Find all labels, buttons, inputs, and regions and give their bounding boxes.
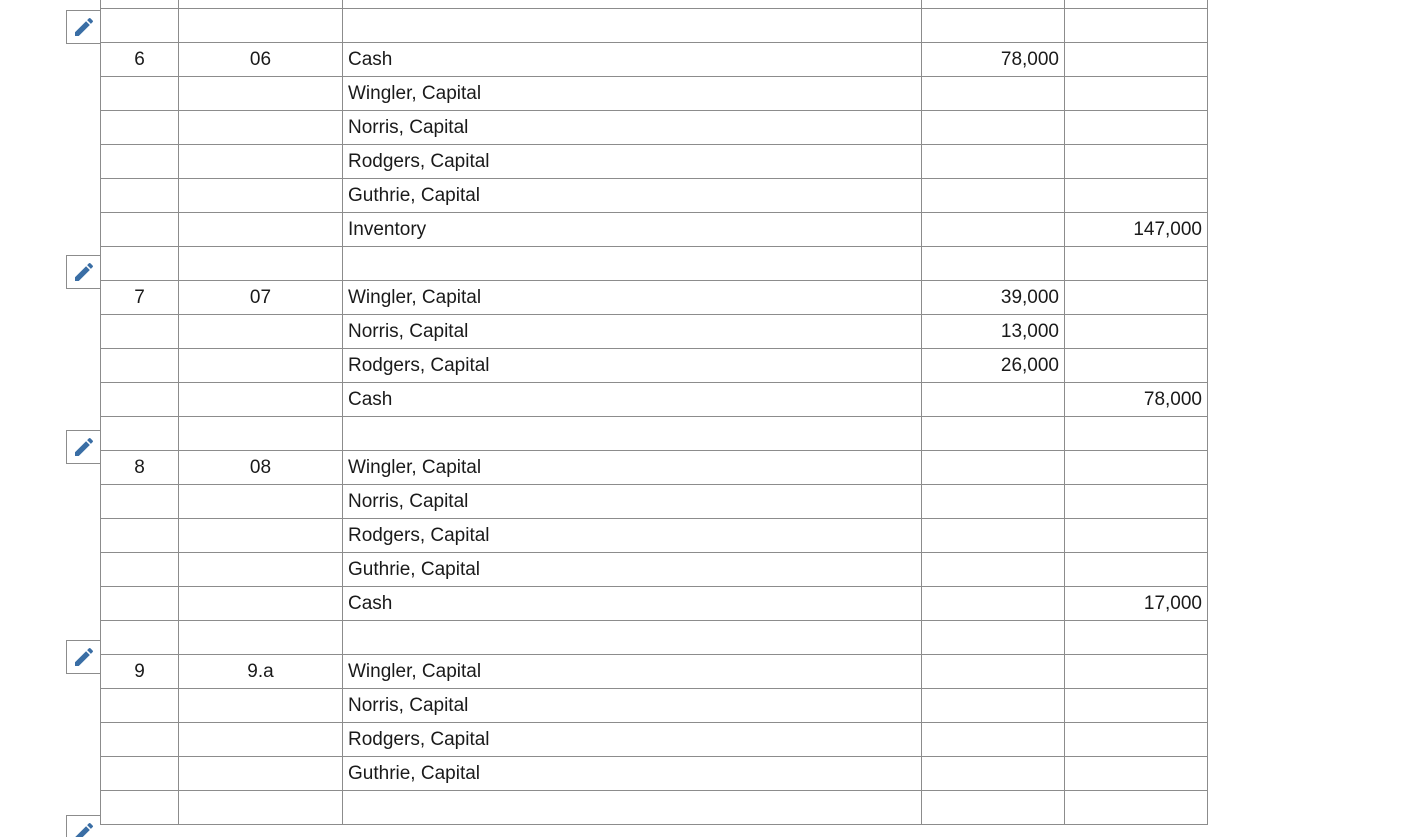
- entry-date-cell[interactable]: [179, 0, 343, 9]
- entry-date-cell[interactable]: [179, 383, 343, 417]
- account-cell[interactable]: Cash: [343, 383, 922, 417]
- debit-cell[interactable]: [922, 553, 1065, 587]
- debit-cell[interactable]: [922, 451, 1065, 485]
- credit-cell[interactable]: [1065, 723, 1208, 757]
- debit-cell[interactable]: [922, 77, 1065, 111]
- credit-cell[interactable]: [1065, 621, 1208, 655]
- account-cell[interactable]: Norris, Capital: [343, 689, 922, 723]
- debit-cell[interactable]: [922, 417, 1065, 451]
- pencil-icon: [72, 435, 96, 459]
- credit-cell[interactable]: 17,000: [1065, 587, 1208, 621]
- account-cell[interactable]: Norris, Capital: [343, 111, 922, 145]
- credit-cell[interactable]: [1065, 689, 1208, 723]
- account-cell[interactable]: Cash: [343, 587, 922, 621]
- table-row: [101, 349, 1208, 383]
- debit-cell[interactable]: [922, 519, 1065, 553]
- credit-cell[interactable]: [1065, 281, 1208, 315]
- debit-cell[interactable]: 39,000: [922, 281, 1065, 315]
- table-row: [101, 791, 1208, 825]
- account-cell[interactable]: [343, 791, 922, 825]
- table-row: [101, 757, 1208, 791]
- table-row: [101, 315, 1208, 349]
- edit-entry-button[interactable]: [66, 640, 100, 674]
- table-row: [101, 247, 1208, 281]
- entry-date-cell[interactable]: [179, 417, 343, 451]
- credit-cell[interactable]: [1065, 315, 1208, 349]
- transaction-number-cell[interactable]: [101, 145, 179, 179]
- credit-cell[interactable]: 78,000: [1065, 383, 1208, 417]
- transaction-number-cell[interactable]: [101, 757, 179, 791]
- debit-cell[interactable]: [922, 757, 1065, 791]
- transaction-number-cell[interactable]: [101, 791, 179, 825]
- credit-cell[interactable]: [1065, 757, 1208, 791]
- account-cell[interactable]: Wingler, Capital: [343, 451, 922, 485]
- account-cell[interactable]: Rodgers, Capital: [343, 723, 922, 757]
- credit-cell[interactable]: [1065, 179, 1208, 213]
- account-cell[interactable]: Inventory: [343, 213, 922, 247]
- entry-date-cell[interactable]: [179, 723, 343, 757]
- entry-date-cell[interactable]: [179, 111, 343, 145]
- entry-date-cell[interactable]: 08: [179, 451, 343, 485]
- table-row: [101, 383, 1208, 417]
- pencil-icon: [72, 15, 96, 39]
- table-row: [101, 213, 1208, 247]
- journal-table: [100, 0, 1208, 825]
- pencil-icon: [72, 260, 96, 284]
- account-cell[interactable]: [343, 0, 922, 9]
- pencil-icon: [72, 645, 96, 669]
- transaction-number-cell[interactable]: [101, 519, 179, 553]
- entry-date-cell[interactable]: [179, 349, 343, 383]
- table-row: [101, 43, 1208, 77]
- table-row: [101, 145, 1208, 179]
- table-row: [101, 451, 1208, 485]
- credit-cell[interactable]: [1065, 417, 1208, 451]
- transaction-number-cell[interactable]: [101, 9, 179, 43]
- account-cell[interactable]: [343, 621, 922, 655]
- account-cell[interactable]: Wingler, Capital: [343, 281, 922, 315]
- account-cell[interactable]: Rodgers, Capital: [343, 349, 922, 383]
- table-row: [101, 417, 1208, 451]
- table-row: [101, 621, 1208, 655]
- credit-cell[interactable]: [1065, 0, 1208, 9]
- debit-cell[interactable]: [922, 723, 1065, 757]
- transaction-number-cell[interactable]: [101, 77, 179, 111]
- table-row: [101, 485, 1208, 519]
- entry-date-cell[interactable]: [179, 315, 343, 349]
- transaction-number-cell[interactable]: [101, 417, 179, 451]
- entry-date-cell[interactable]: 07: [179, 281, 343, 315]
- edit-entry-button[interactable]: [66, 255, 100, 289]
- debit-cell[interactable]: [922, 145, 1065, 179]
- entry-date-cell[interactable]: [179, 689, 343, 723]
- table-row: [101, 587, 1208, 621]
- transaction-number-cell[interactable]: 8: [101, 451, 179, 485]
- transaction-number-cell[interactable]: [101, 349, 179, 383]
- pencil-icon: [72, 820, 96, 837]
- credit-cell[interactable]: [1065, 791, 1208, 825]
- account-cell[interactable]: Rodgers, Capital: [343, 145, 922, 179]
- table-row: [101, 9, 1208, 43]
- transaction-number-cell[interactable]: [101, 723, 179, 757]
- entry-date-cell[interactable]: [179, 587, 343, 621]
- table-row: [101, 179, 1208, 213]
- table-row: [101, 111, 1208, 145]
- entry-date-cell[interactable]: [179, 179, 343, 213]
- account-cell[interactable]: Cash: [343, 43, 922, 77]
- edit-entry-button[interactable]: [66, 815, 100, 837]
- debit-cell[interactable]: [922, 9, 1065, 43]
- edit-entry-button[interactable]: [66, 430, 100, 464]
- table-row: [101, 655, 1208, 689]
- account-cell[interactable]: Wingler, Capital: [343, 77, 922, 111]
- entry-date-cell[interactable]: [179, 77, 343, 111]
- transaction-number-cell[interactable]: [101, 587, 179, 621]
- account-cell[interactable]: [343, 9, 922, 43]
- transaction-number-cell[interactable]: [101, 179, 179, 213]
- debit-cell[interactable]: [922, 655, 1065, 689]
- credit-cell[interactable]: [1065, 9, 1208, 43]
- debit-cell[interactable]: [922, 587, 1065, 621]
- transaction-number-cell[interactable]: [101, 621, 179, 655]
- entry-date-cell[interactable]: [179, 9, 343, 43]
- debit-cell[interactable]: [922, 0, 1065, 9]
- table-row: [101, 281, 1208, 315]
- account-cell[interactable]: [343, 247, 922, 281]
- transaction-number-cell[interactable]: [101, 0, 179, 9]
- entry-date-cell[interactable]: [179, 553, 343, 587]
- debit-cell[interactable]: [922, 689, 1065, 723]
- transaction-number-cell[interactable]: [101, 553, 179, 587]
- credit-cell[interactable]: [1065, 247, 1208, 281]
- credit-cell[interactable]: [1065, 553, 1208, 587]
- transaction-number-cell[interactable]: [101, 315, 179, 349]
- table-row: [101, 723, 1208, 757]
- account-cell[interactable]: [343, 417, 922, 451]
- credit-cell[interactable]: [1065, 111, 1208, 145]
- debit-cell[interactable]: [922, 247, 1065, 281]
- table-row: [101, 519, 1208, 553]
- credit-cell[interactable]: [1065, 655, 1208, 689]
- transaction-number-cell[interactable]: 7: [101, 281, 179, 315]
- credit-cell[interactable]: [1065, 451, 1208, 485]
- transaction-number-cell[interactable]: [101, 689, 179, 723]
- entry-date-cell[interactable]: [179, 485, 343, 519]
- debit-cell[interactable]: [922, 213, 1065, 247]
- debit-cell[interactable]: [922, 791, 1065, 825]
- debit-cell[interactable]: [922, 111, 1065, 145]
- transaction-number-cell[interactable]: [101, 213, 179, 247]
- table-row: [101, 0, 1208, 9]
- table-row: [101, 77, 1208, 111]
- debit-cell[interactable]: [922, 485, 1065, 519]
- table-row: [101, 553, 1208, 587]
- transaction-number-cell[interactable]: [101, 485, 179, 519]
- credit-cell[interactable]: [1065, 43, 1208, 77]
- entry-date-cell[interactable]: [179, 145, 343, 179]
- debit-cell[interactable]: [922, 383, 1065, 417]
- entry-date-cell[interactable]: 9.a: [179, 655, 343, 689]
- transaction-number-cell[interactable]: [101, 247, 179, 281]
- entry-date-cell[interactable]: [179, 519, 343, 553]
- table-row: [101, 689, 1208, 723]
- debit-cell[interactable]: 78,000: [922, 43, 1065, 77]
- entry-date-cell[interactable]: [179, 757, 343, 791]
- entry-date-cell[interactable]: [179, 213, 343, 247]
- credit-cell[interactable]: [1065, 519, 1208, 553]
- account-cell[interactable]: Guthrie, Capital: [343, 553, 922, 587]
- transaction-number-cell[interactable]: 9: [101, 655, 179, 689]
- credit-cell[interactable]: [1065, 349, 1208, 383]
- entry-date-cell[interactable]: 06: [179, 43, 343, 77]
- account-cell[interactable]: Rodgers, Capital: [343, 519, 922, 553]
- credit-cell[interactable]: [1065, 77, 1208, 111]
- entry-date-cell[interactable]: [179, 247, 343, 281]
- debit-cell[interactable]: 13,000: [922, 315, 1065, 349]
- edit-entry-button[interactable]: [66, 10, 100, 44]
- transaction-number-cell[interactable]: [101, 111, 179, 145]
- credit-cell[interactable]: [1065, 485, 1208, 519]
- transaction-number-cell[interactable]: [101, 383, 179, 417]
- journal-table-body: [101, 0, 1208, 825]
- transaction-number-cell[interactable]: 6: [101, 43, 179, 77]
- debit-cell[interactable]: [922, 621, 1065, 655]
- debit-cell[interactable]: 26,000: [922, 349, 1065, 383]
- credit-cell[interactable]: [1065, 145, 1208, 179]
- entry-date-cell[interactable]: [179, 791, 343, 825]
- account-cell[interactable]: Wingler, Capital: [343, 655, 922, 689]
- account-cell[interactable]: Norris, Capital: [343, 315, 922, 349]
- debit-cell[interactable]: [922, 179, 1065, 213]
- account-cell[interactable]: Guthrie, Capital: [343, 757, 922, 791]
- credit-cell[interactable]: 147,000: [1065, 213, 1208, 247]
- account-cell[interactable]: Norris, Capital: [343, 485, 922, 519]
- account-cell[interactable]: Guthrie, Capital: [343, 179, 922, 213]
- entry-date-cell[interactable]: [179, 621, 343, 655]
